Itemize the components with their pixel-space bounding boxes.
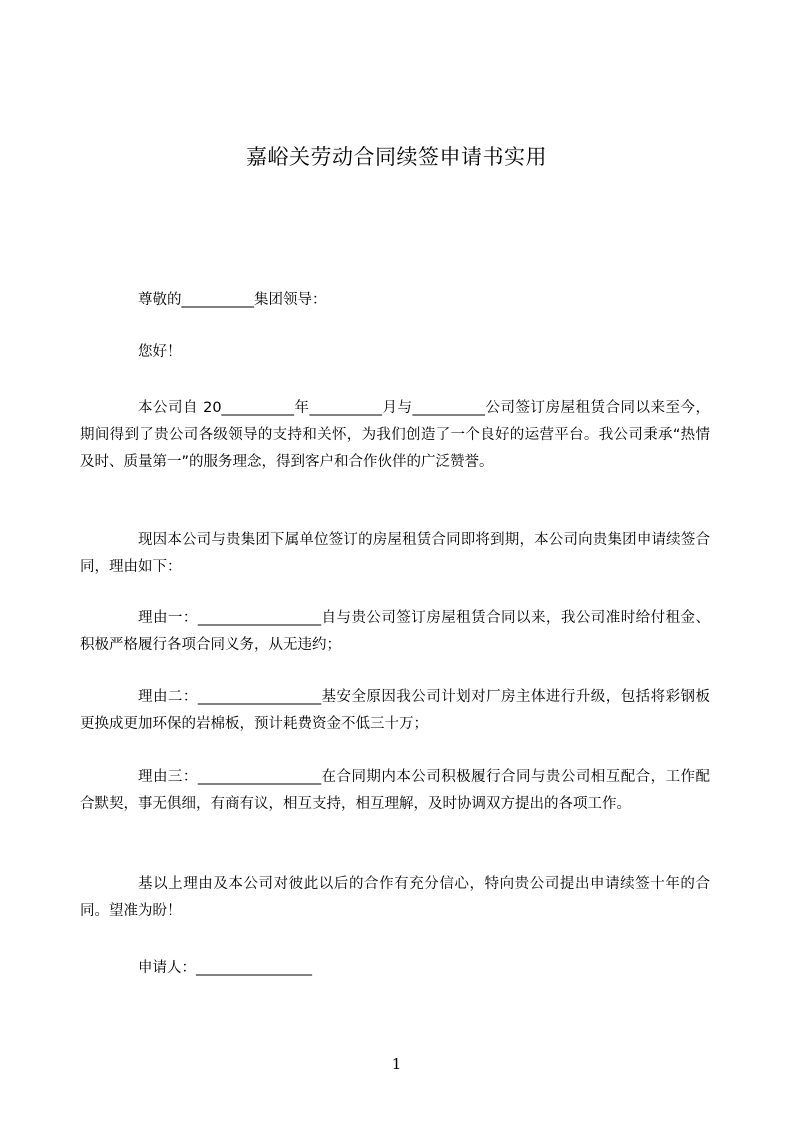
page-number: 1: [391, 1055, 402, 1073]
document-title: 嘉峪关劳动合同续签申请书实用: [246, 145, 547, 169]
reason-three-paragraph: 理由三：_________________在合同期内本公司积极履行合同与贵公司相互配合，工作配合默契，事无俱细，有商有议，相互支持，相互理解，及时协调双方提出的各项工作。: [80, 769, 710, 812]
request-paragraph: 现因本公司与贵集团下属单位签订的房屋租赁合同即将到期，本公司向贵集团申请续签合同，理由如下：: [80, 532, 710, 575]
applicant-line: 申请人：________________: [138, 960, 312, 976]
reason-two-paragraph: 理由二：_________________基安全原因我公司计划对厂房主体进行升级，包括将彩钢板更换成更加环保的岩棉板，预计耗费资金不低三十万；: [80, 689, 710, 732]
intro-paragraph: 本公司自 20__________年__________月与__________公司签订房屋租赁合同以来至今，期间得到了贵公司各级领导的支持和关怀，为我们创造了一个良好的运营平台。我公司秉承“热情及时、质量第一”的服务理念，得到客户和合作伙伴的广泛赞誉。: [80, 400, 710, 470]
reason-one-paragraph: 理由一：_________________自与贵公司签订房屋租赁合同以来，我公司准时给付租金、积极严格履行各项合同义务，从无违约；: [80, 610, 710, 653]
closing-paragraph: 基以上理由及本公司对彼此以后的合作有充分信心，特向贵公司提出申请续签十年的合同。望准为盼！: [80, 876, 710, 919]
salutation-paragraph: 尊敬的__________集团领导：: [138, 292, 327, 308]
greeting-paragraph: 您好！: [138, 344, 182, 360]
